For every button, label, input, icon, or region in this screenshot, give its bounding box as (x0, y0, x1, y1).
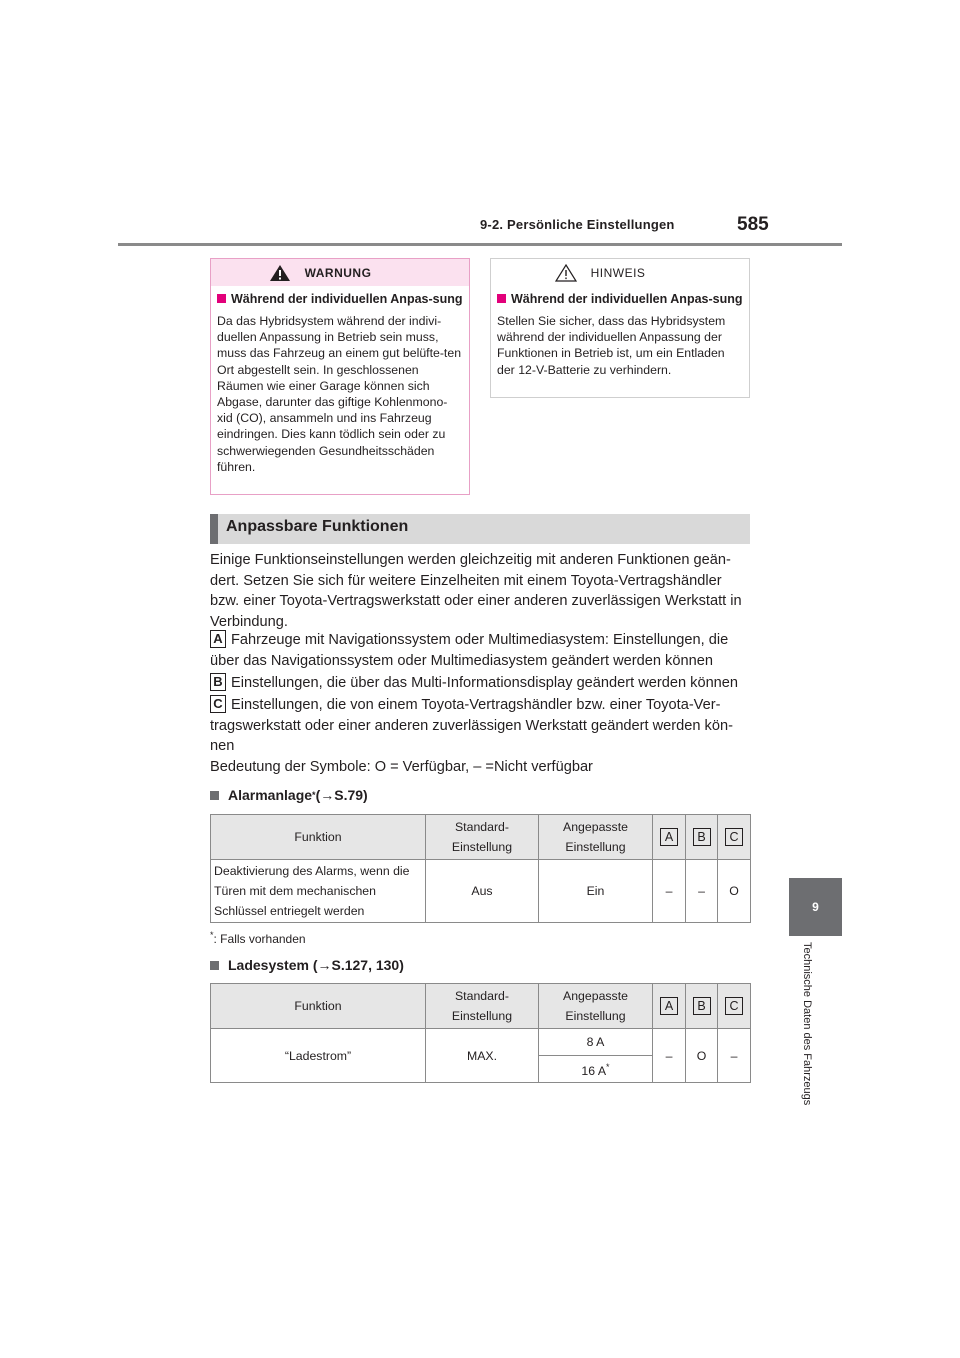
indicator-b: B (210, 673, 226, 691)
hint-text: Stellen Sie sicher, dass das Hybridsystem während der individuellen Anpassung der Funktionen in Betrieb ist, um ein Entladen der 12-V-Batterie zu verhindern. (497, 314, 726, 377)
cell-standard: Aus (426, 860, 539, 923)
alarm-title-ref: (→S.79) (315, 787, 368, 803)
cell-function-line2: Türen mit dem mechanischen (214, 884, 376, 898)
cell-custom-2-text: 16 A (581, 1064, 607, 1079)
header-a (653, 815, 686, 860)
warning-box (210, 258, 470, 495)
header-standard (426, 984, 539, 1029)
header-a-indicator: A (660, 997, 678, 1015)
header-rule (118, 243, 842, 246)
section-header: 9-2. Persönliche Einstellungen (480, 217, 675, 232)
cell-custom-2-mark: * (606, 1061, 610, 1072)
caution-triangle-icon (555, 264, 577, 282)
square-bullet-icon (210, 961, 219, 970)
header-b (686, 984, 718, 1029)
header-custom (539, 815, 653, 860)
footnote-mark: * (210, 930, 214, 940)
hint-subtitle-text: Während der individuellen Anpas-sung (511, 292, 743, 306)
header-standard (426, 815, 539, 860)
square-bullet-icon (217, 294, 226, 303)
table-row (211, 1029, 751, 1056)
square-bullet-icon (497, 294, 506, 303)
page-number: 585 (737, 214, 769, 235)
table-header-row (211, 815, 751, 860)
header-custom-line2: Einstellung (565, 1009, 626, 1023)
header-b-indicator: B (693, 997, 711, 1015)
header-a (653, 984, 686, 1029)
cell-function (211, 860, 426, 923)
cell-b: – (686, 860, 718, 923)
cell-custom: Ein (539, 860, 653, 923)
section-heading (210, 514, 750, 544)
cell-standard: MAX. (426, 1029, 539, 1083)
cell-custom-2 (539, 1056, 653, 1083)
section-title: Anpassbare Funktionen (226, 518, 409, 535)
header-c (718, 815, 751, 860)
table-header-row (211, 984, 751, 1029)
hint-subtitle (497, 291, 743, 307)
cell-function: “Ladestrom” (211, 1029, 426, 1083)
intro-paragraph: Einige Funktionseinstellungen werden gleichzeitig mit anderen Funktionen geän-dert. Setzen Sie sich für weitere Einzelheiten mit einem Toyota-Vertragshändler bzw. einer Toyota-Vertragswerkstatt oder einer anderen zuverlässigen Werkstatt in Verbindung. (210, 552, 742, 630)
warning-triangle-icon (269, 264, 291, 282)
header-standard-line2: Einstellung (451, 840, 513, 854)
cell-c: – (718, 1029, 751, 1083)
cell-a: – (653, 1029, 686, 1083)
table-row (211, 860, 751, 923)
cell-custom-1: 8 A (539, 1029, 653, 1056)
warning-text: Da das Hybridsystem während der indivi-duellen Anpassung in Betrieb sein muss, muss das Fahrzeug an einem gut belüfte-ten Ort abgestellt sein. In geschlossenen Räumen wie einer Garage können sich Abgase, darunter das giftige Kohlenmono-xid (CO), ansammeln und ins Fahrzeug eindringen. Dies kann tödlich sein oder zu schwerwiegenden Gesundheitsschäden führen. (217, 314, 462, 474)
header-a-indicator: A (660, 828, 678, 846)
alarm-title-mark: * (312, 790, 316, 800)
warning-subtitle (217, 291, 463, 307)
charging-title: Ladesystem (→S.127, 130) (228, 957, 404, 973)
alarm-heading (210, 787, 368, 803)
header-c-indicator: C (725, 997, 743, 1015)
header-b (686, 815, 718, 860)
cell-function-line1: Deaktivierung des Alarms, wenn die (214, 864, 410, 878)
indicator-a: A (210, 630, 226, 648)
charging-heading (210, 957, 404, 973)
header-custom (539, 984, 653, 1029)
list-item-a (210, 630, 750, 671)
alarm-title: Alarmanlage (228, 787, 313, 803)
chapter-label-text: Technische Daten des Fahrzeugs (801, 942, 813, 1106)
list-item-b (210, 673, 750, 694)
list-item-c (210, 695, 750, 757)
cell-function-line3: Schlüssel entriegelt werden (214, 904, 365, 918)
hint-header (491, 259, 749, 286)
header-c-indicator: C (725, 828, 743, 846)
list-item-a-text: Fahrzeuge mit Navigationssystem oder Multimediasystem: Einstellungen, die über das Navigationssystem oder Multimediasystem geändert werden können (210, 632, 729, 669)
charging-table (210, 983, 751, 1083)
footnote-text: : Falls vorhanden (213, 932, 306, 946)
header-custom-line1: Angepasste (563, 989, 628, 1003)
header-standard-line2: Einstellung (451, 1009, 513, 1023)
header-function: Funktion (211, 984, 426, 1029)
header-custom-line1: Angepasste (563, 820, 628, 834)
header-b-indicator: B (693, 828, 711, 846)
alarm-table (210, 814, 751, 923)
hint-box (490, 258, 750, 398)
list-item-c-text: Einstellungen, die von einem Toyota-Vertragshändler bzw. einer Toyota-Ver-tragswerkstatt oder einer anderen zuverlässigen Werkstatt geändert werden kön-nen (210, 697, 733, 754)
header-function: Funktion (211, 815, 426, 860)
header-c (718, 984, 751, 1029)
header-standard-line1: Standard- (454, 820, 509, 834)
cell-a: – (653, 860, 686, 923)
chapter-tab: 9 (789, 878, 842, 936)
indicator-c: C (210, 695, 226, 713)
chapter-label (802, 942, 822, 1117)
symbol-legend: Bedeutung der Symbole: O = Verfügbar, – =Nicht verfügbar (210, 759, 593, 775)
footnote (210, 930, 306, 946)
header-custom-line2: Einstellung (565, 840, 626, 854)
list-item-b-text: Einstellungen, die über das Multi-Informationsdisplay geändert werden können (231, 675, 739, 691)
header-standard-line1: Standard- (454, 989, 509, 1003)
square-bullet-icon (210, 791, 219, 800)
cell-c: O (718, 860, 751, 923)
warning-subtitle-text: Während der individuellen Anpas-sung (231, 292, 463, 306)
warning-title: WARNUNG (304, 265, 372, 280)
warning-header (211, 259, 469, 286)
cell-b: O (686, 1029, 718, 1083)
hint-title: HINWEIS (590, 265, 646, 280)
